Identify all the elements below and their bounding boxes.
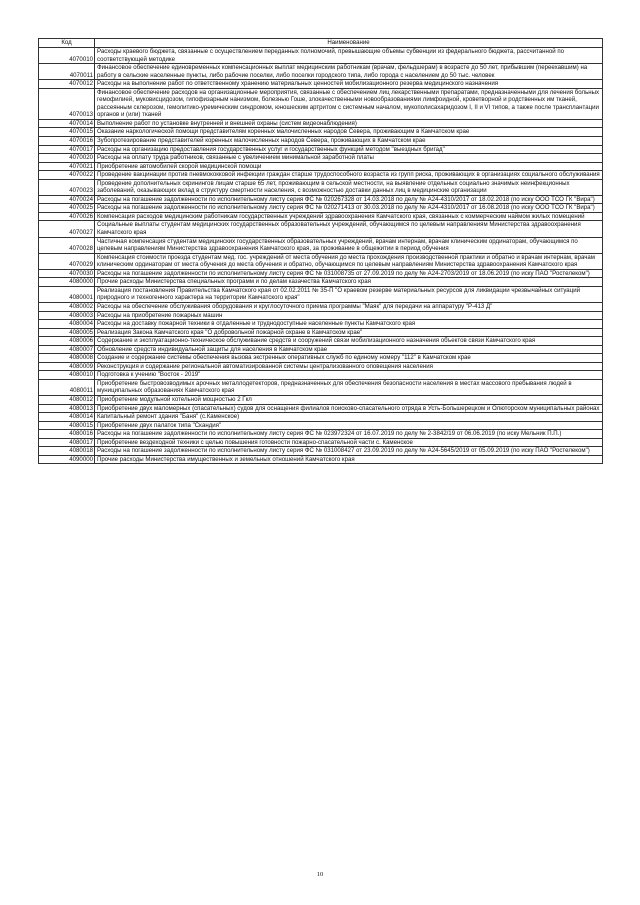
table-row <box>39 269 603 278</box>
row-code: 4080007 <box>39 345 95 354</box>
row-name: Финансовое обеспечение единовременных компенсационных выплат медицинским работникам (врачам, фельдшерам) в возрасте до 50 лет, прибывшим (переехавшим) на работу в сельские населенные пункты, либо рабочие поселки, либо поселки городского типа, либо города с населением до 50 тыс. человек <box>95 64 603 80</box>
row-name: Приобретение двух маломерных (спасательных) судов для оснащения филиалов поисково-спасательного отряда в Усть-Большерецком и Олюторском муниципальных районах <box>95 404 603 413</box>
row-name: Расходы на погашение задолженности по исполнительному листу серия ФС № 031008427 от 23.09.2019 по делу № А24-5645/2019 от 05.09.2019 (по иску ПАО "Ростелеком") <box>95 447 603 456</box>
table-row <box>39 413 603 422</box>
row-name: Частичная компенсация студентам медицинских государственных образовательных учреждений, врачам интернам, врачам клиническим ординаторам, обучающимся по целевым направлениям Министерства здравоохранения Камчатского края, за проживание в общежитии в период обучения <box>95 237 603 253</box>
table-row <box>39 320 603 329</box>
table-row <box>39 195 603 204</box>
row-name: Компенсация расходов медицинским работникам государственных учреждений здравоохранения Камчатского края, связанных с коммерческим наймом жилых помещений <box>95 212 603 221</box>
row-code: 4080004 <box>39 320 95 329</box>
code-table <box>38 38 603 464</box>
row-code: 4070011 <box>39 64 95 80</box>
row-name: Расходы на оплату труда работников, связанные с увеличением минимальной заработной платы <box>95 154 603 163</box>
row-name: Приобретение быстровозводимых арочных металлодетекторов, предназначенных для обеспечения безопасности населения в местах массового пребывания людей в муниципальных образованиях Камчатского края <box>95 379 603 395</box>
table-row <box>39 145 603 154</box>
row-name: Зубопротезирование представителей коренных малочисленных народов Севера, проживающих в Камчатском крае <box>95 137 603 146</box>
table-row <box>39 362 603 371</box>
row-name: Реализация постановления Правительства Камчатского края от 02.02.2011 № 35-П "О краевом резерве материальных ресурсов для ликвидации чрезвычайных ситуаций природного и техногенного характера на территории Камчатского края" <box>95 286 603 302</box>
row-name: Приобретение автомобилей скорой медицинской помощи <box>95 162 603 171</box>
table-row <box>39 179 603 195</box>
row-code: 4070025 <box>39 204 95 213</box>
row-code: 4070026 <box>39 212 95 221</box>
table-row <box>39 421 603 430</box>
row-name: Расходы на погашение задолженности по исполнительному листу серия ФС № 023972324 от 16.07.2019 по делу № 2-3842/19 от 06.06.2019 (по иску Мельник П.П.) <box>95 430 603 439</box>
row-name: Выполнение работ по установке внутренней и внешней охраны (систем видеонаблюдения) <box>95 119 603 128</box>
table-row <box>39 204 603 213</box>
row-name: Расходы на обеспечение обслуживания оборудования и круглосуточного приема программы "Маяк" для передачи на аппаратуру "Р-413 Д" <box>95 302 603 311</box>
row-code: 4080008 <box>39 354 95 363</box>
row-code: 4080011 <box>39 379 95 395</box>
row-code: 4090000 <box>39 455 95 464</box>
row-code: 4080016 <box>39 430 95 439</box>
row-name: Расходы на организацию предоставления государственных услуг и государственных функций методом "выездных бригад" <box>95 145 603 154</box>
column-header-code: Код <box>39 39 95 48</box>
table-row <box>39 137 603 146</box>
table-row <box>39 337 603 346</box>
table-row <box>39 438 603 447</box>
table-row <box>39 128 603 137</box>
row-name: Обновление средств индивидуальной защиты для населения в Камчатском крае <box>95 345 603 354</box>
row-code: 4080017 <box>39 438 95 447</box>
table-row <box>39 328 603 337</box>
table-row <box>39 212 603 221</box>
table-body <box>39 48 603 464</box>
row-code: 4070015 <box>39 128 95 137</box>
table-row <box>39 253 603 269</box>
row-name: Приобретение вездеходной техники с целью повышения готовности пожарно-спасательной части с. Каменское <box>95 438 603 447</box>
row-code: 4080000 <box>39 278 95 287</box>
table-row <box>39 237 603 253</box>
page-number: 10 <box>316 871 324 878</box>
row-name: Прочие расходы Министерства имущественных и земельных отношений Камчатского края <box>95 455 603 464</box>
row-name: Расходы на погашение задолженности по исполнительному листу серия ФС № 020271413 от 30.03.2018 по делу № А24-4310/2017 от 16.08.2018 (по иску ООО ТСО ГК "Вира") <box>95 204 603 213</box>
row-code: 4070023 <box>39 179 95 195</box>
row-code: 4080015 <box>39 421 95 430</box>
row-name: Расходы на выполнение работ по ответственному хранению материальных ценностей мобилизационного резерва медицинского назначения <box>95 80 603 89</box>
row-name: Компенсация стоимости проезда студентам мед. гос. учреждений от места обучения до места прохождения производственной практики и обратно и врачам интернам, врачам клиническим ординаторам от места обучения до места обучения и обратно, обучающимся по целевым направлениям Министерства здравоохранения Камчатского края <box>95 253 603 269</box>
row-name: Реконструкция и содержание региональной автоматизированной системы централизованного оповещения населения <box>95 362 603 371</box>
table-row <box>39 162 603 171</box>
row-code: 4080010 <box>39 371 95 380</box>
row-name: Проведение вакцинации против пневмококковой инфекции граждан старше трудоспособного возраста из групп риска, проживающих в организациях социального обслуживания <box>95 171 603 180</box>
row-code: 4070029 <box>39 253 95 269</box>
table-row <box>39 302 603 311</box>
row-name: Приобретение двух палаток типа "Скандия" <box>95 421 603 430</box>
row-name: Реализация Закона Камчатского края "О добровольной пожарной охране в Камчатском крае" <box>95 328 603 337</box>
row-code: 4070012 <box>39 80 95 89</box>
row-name: Расходы на доставку пожарной техники в отдаленные и труднодоступные населенные пункты Камчатского края <box>95 320 603 329</box>
column-header-name: Наименование <box>95 39 603 48</box>
row-code: 4070027 <box>39 221 95 237</box>
row-code: 4070022 <box>39 171 95 180</box>
table-row <box>39 371 603 380</box>
table-row <box>39 286 603 302</box>
row-name: Создание и содержание системы обеспечения вызова экстренных оперативных служб по единому номеру "112" в Камчатском крае <box>95 354 603 363</box>
table-row <box>39 154 603 163</box>
table-row <box>39 379 603 395</box>
row-code: 4070021 <box>39 162 95 171</box>
table-row <box>39 119 603 128</box>
row-code: 4070014 <box>39 119 95 128</box>
row-code: 4080018 <box>39 447 95 456</box>
row-name: Расходы на погашение задолженности по исполнительному листу серия ФС № 020267328 от 14.03.2018 по делу № А24-4310/2017 от 18.02.2018 (по иску ООО ТСО ГК "Вира") <box>95 195 603 204</box>
table-row <box>39 311 603 320</box>
row-code: 4080006 <box>39 337 95 346</box>
row-name: Проведение дополнительных скринингов лицам старше 65 лет, проживающим в сельской местности, на выявление отдельных социально значимых неинфекционных заболеваний, оказывающих вклад в структуру смертности населения, с возможностью доставки данных лиц в медицинские организации <box>95 179 603 195</box>
row-code: 4070010 <box>39 48 95 64</box>
row-code: 4080009 <box>39 362 95 371</box>
table-row <box>39 455 603 464</box>
table-row <box>39 64 603 80</box>
row-name: Социальные выплаты студентам медицинских государственных образовательных учреждений, обучающимся по целевым направлениям Министерства здравоохранения Камчатского края <box>95 221 603 237</box>
table-row <box>39 395 603 404</box>
row-name: Расходы на погашение задолженности по исполнительному листу серия ФС № 031008735 от 27.09.2019 по делу № А24-2703/2019 от 18.06.2019 (по иску ПАО "Ростелеком") <box>95 269 603 278</box>
row-code: 4070020 <box>39 154 95 163</box>
row-code: 4070024 <box>39 195 95 204</box>
table-row <box>39 404 603 413</box>
row-code: 4080003 <box>39 311 95 320</box>
row-name: Расходы краевого бюджета, связанные с осуществлением переданных полномочий, превышающие объемы субвенции из федерального бюджета, рассчитанной по соответствующей методике <box>95 48 603 64</box>
row-name: Расходы на приобретение пожарных машин <box>95 311 603 320</box>
table-row <box>39 345 603 354</box>
row-code: 4080005 <box>39 328 95 337</box>
table-row <box>39 48 603 64</box>
table-row <box>39 221 603 237</box>
row-code: 4070016 <box>39 137 95 146</box>
row-code: 4070030 <box>39 269 95 278</box>
table-row <box>39 447 603 456</box>
row-name: Подготовка к учению "Восток - 2019" <box>95 371 603 380</box>
row-code: 4080013 <box>39 404 95 413</box>
row-code: 4080014 <box>39 413 95 422</box>
row-code: 4070017 <box>39 145 95 154</box>
row-code: 4070013 <box>39 88 95 119</box>
row-code: 4080002 <box>39 302 95 311</box>
table-row <box>39 278 603 287</box>
row-code: 4080012 <box>39 395 95 404</box>
table-row <box>39 171 603 180</box>
row-name: Прочие расходы Министерства специальных программ и по делам казачества Камчатского края <box>95 278 603 287</box>
row-name: Приобретение модульной котельной мощностью 2 Гкл <box>95 395 603 404</box>
row-name: Капитальный ремонт здания "Баня" (с.Каменское) <box>95 413 603 422</box>
table-row <box>39 80 603 89</box>
row-name: Содержание и эксплуатационно-техническое обслуживание средств и сооружений связи мобилизационного назначения объектов связи Камчатского края <box>95 337 603 346</box>
table-row <box>39 354 603 363</box>
row-name: Оказание наркологической помощи представителям коренных малочисленных народов Севера, проживающим в Камчатском крае <box>95 128 603 137</box>
table-row <box>39 430 603 439</box>
table-header-row <box>39 39 603 48</box>
row-name: Финансовое обеспечение расходов на организационные мероприятия, связанные с обеспечением лиц лекарственными препаратами, предназначенными для лечения больных гемофилией, муковисцидозом, гипофизарным нанизмом, болезнью Гоше, злокачественными новообразованиями лимфоидной, кроветворной и родственных им тканей, рассеянным склерозом, гемолитико-уремическим синдромом, юношеским артритом с системным началом, мукополисахаридозом I, II и VI типов, а также после трансплантации органов и (или) тканей <box>95 88 603 119</box>
row-code: 4080001 <box>39 286 95 302</box>
table-row <box>39 88 603 119</box>
document-page <box>38 38 602 464</box>
row-code: 4070028 <box>39 237 95 253</box>
